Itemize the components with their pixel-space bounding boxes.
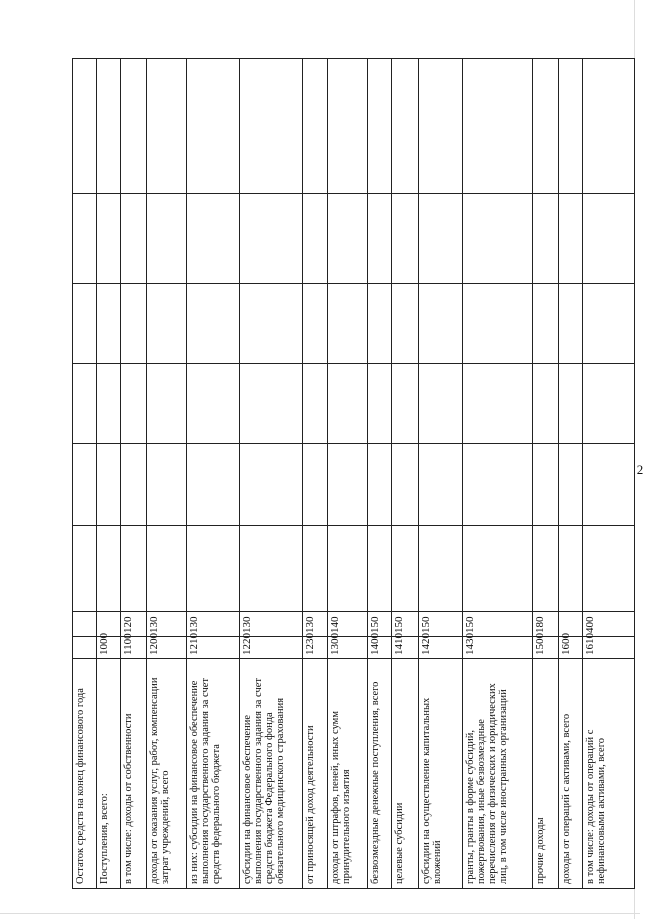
row-code-cell: 1610	[583, 637, 635, 659]
budget-code-cell: 150	[418, 612, 462, 637]
value-cell	[73, 444, 97, 526]
row-label-cell: доходы от операций с активами, всего	[559, 659, 583, 889]
row-label-cell: Остаток средств на конец финансового года	[73, 659, 97, 889]
value-cell	[532, 526, 558, 612]
row-code-cell: 1420	[418, 637, 462, 659]
table-row	[327, 59, 368, 889]
value-cell	[73, 364, 97, 444]
value-cell	[368, 444, 392, 526]
value-cell	[583, 444, 635, 526]
row-label-cell: субсидии на финансовое обеспечение выполнения государственного задания за счет средств бюджета Федерального фонда обязательного медицинского страхования	[239, 659, 303, 889]
value-cell	[239, 284, 303, 364]
row-label-cell: из них: субсидии на финансовое обеспечение выполнения государственного задания за счет средств федерального бюджета	[187, 659, 240, 889]
value-cell	[327, 364, 368, 444]
budget-code-cell: 400	[583, 612, 635, 637]
value-cell	[368, 284, 392, 364]
value-cell	[392, 194, 418, 284]
table-row	[73, 59, 97, 889]
value-cell	[559, 194, 583, 284]
value-cell	[532, 444, 558, 526]
value-cell	[368, 194, 392, 284]
value-cell	[559, 526, 583, 612]
value-cell	[73, 526, 97, 612]
value-cell	[121, 364, 146, 444]
budget-code-cell: 130	[146, 612, 187, 637]
value-cell	[121, 284, 146, 364]
value-cell	[303, 526, 327, 612]
value-cell	[187, 284, 240, 364]
value-cell	[187, 59, 240, 194]
value-cell	[146, 284, 187, 364]
value-cell	[583, 284, 635, 364]
value-cell	[583, 59, 635, 194]
value-cell	[368, 526, 392, 612]
row-label-cell: Поступления, всего:	[97, 659, 121, 889]
table-row	[303, 59, 327, 889]
value-cell	[239, 194, 303, 284]
table-row	[583, 59, 635, 889]
value-cell	[239, 444, 303, 526]
value-cell	[97, 526, 121, 612]
value-cell	[392, 364, 418, 444]
budget-code-cell: 150	[368, 612, 392, 637]
value-cell	[462, 284, 532, 364]
value-cell	[462, 59, 532, 194]
value-cell	[187, 364, 240, 444]
budget-code-cell: 180	[532, 612, 558, 637]
row-label-cell: целевые субсидии	[392, 659, 418, 889]
value-cell	[327, 444, 368, 526]
row-code-cell: 1600	[559, 637, 583, 659]
row-label-cell: в том числе: доходы от собственности	[121, 659, 146, 889]
value-cell	[97, 284, 121, 364]
value-cell	[327, 526, 368, 612]
page-edge-line	[0, 913, 640, 914]
table-row	[418, 59, 462, 889]
value-cell	[532, 364, 558, 444]
value-cell	[532, 59, 558, 194]
row-code-cell: 1300	[327, 637, 368, 659]
row-code-cell: 1210	[187, 637, 240, 659]
row-code-cell: 1500	[532, 637, 558, 659]
value-cell	[462, 444, 532, 526]
value-cell	[239, 364, 303, 444]
row-label-cell: доходы от оказания услуг, работ, компенсации затрат учреждений, всего	[146, 659, 187, 889]
table-row	[97, 59, 121, 889]
table-row	[121, 59, 146, 889]
budget-code-cell: 150	[462, 612, 532, 637]
row-label-cell: доходы от штрафов, пеней, иных сумм принудительного изъятия	[327, 659, 368, 889]
value-cell	[418, 364, 462, 444]
row-code-cell: 1230	[303, 637, 327, 659]
value-cell	[559, 444, 583, 526]
row-code-cell: 1100	[121, 637, 146, 659]
value-cell	[239, 526, 303, 612]
value-cell	[327, 194, 368, 284]
budget-code-cell: 140	[327, 612, 368, 637]
value-cell	[392, 59, 418, 194]
value-cell	[327, 59, 368, 194]
budget-code-cell: 130	[187, 612, 240, 637]
value-cell	[392, 444, 418, 526]
value-cell	[239, 59, 303, 194]
row-label-cell: от приносящей доход деятельности	[303, 659, 327, 889]
value-cell	[303, 284, 327, 364]
value-cell	[368, 59, 392, 194]
row-code-cell: 1200	[146, 637, 187, 659]
value-cell	[532, 194, 558, 284]
value-cell	[303, 59, 327, 194]
row-code-cell: 1430	[462, 637, 532, 659]
value-cell	[146, 444, 187, 526]
value-cell	[73, 59, 97, 194]
value-cell	[187, 194, 240, 284]
value-cell	[97, 444, 121, 526]
row-code-cell: 1000	[97, 637, 121, 659]
value-cell	[187, 526, 240, 612]
value-cell	[121, 194, 146, 284]
value-cell	[462, 364, 532, 444]
rotated-table-container	[72, 59, 635, 889]
page-number: 2	[636, 462, 644, 477]
table-row	[187, 59, 240, 889]
value-cell	[97, 364, 121, 444]
value-cell	[187, 444, 240, 526]
value-cell	[327, 284, 368, 364]
table-row	[532, 59, 558, 889]
row-label-cell: прочие доходы	[532, 659, 558, 889]
value-cell	[392, 284, 418, 364]
value-cell	[368, 364, 392, 444]
table-row	[559, 59, 583, 889]
table-row	[368, 59, 392, 889]
value-cell	[418, 194, 462, 284]
value-cell	[303, 444, 327, 526]
budget-code-cell: 150	[392, 612, 418, 637]
value-cell	[418, 59, 462, 194]
row-code-cell	[73, 637, 97, 659]
value-cell	[532, 284, 558, 364]
value-cell	[303, 364, 327, 444]
table-row	[146, 59, 187, 889]
value-cell	[559, 364, 583, 444]
value-cell	[462, 526, 532, 612]
row-label-cell: гранты, гранты в форме субсидий, пожертвования, иные безвозмездные перечисления от физических и юридических лиц, в том числе иностранных организаций	[462, 659, 532, 889]
value-cell	[583, 526, 635, 612]
value-cell	[73, 284, 97, 364]
value-cell	[73, 194, 97, 284]
row-label-cell: в том числе: доходы от операций с нефинансовыми активами, всего	[583, 659, 635, 889]
value-cell	[418, 284, 462, 364]
value-cell	[418, 444, 462, 526]
value-cell	[559, 284, 583, 364]
row-code-cell: 1220	[239, 637, 303, 659]
value-cell	[583, 364, 635, 444]
row-label-cell: безвозмездные денежные поступления, всего	[368, 659, 392, 889]
table-row	[462, 59, 532, 889]
value-cell	[303, 194, 327, 284]
table-row	[239, 59, 303, 889]
row-code-cell: 1400	[368, 637, 392, 659]
row-code-cell: 1410	[392, 637, 418, 659]
value-cell	[559, 59, 583, 194]
value-cell	[121, 444, 146, 526]
value-cell	[97, 194, 121, 284]
value-cell	[121, 59, 146, 194]
budget-code-cell: 130	[239, 612, 303, 637]
budget-code-cell	[73, 612, 97, 637]
value-cell	[146, 364, 187, 444]
value-cell	[418, 526, 462, 612]
value-cell	[97, 59, 121, 194]
financial-plan-table	[72, 58, 635, 889]
budget-code-cell: 130	[303, 612, 327, 637]
value-cell	[583, 194, 635, 284]
table-row	[392, 59, 418, 889]
value-cell	[146, 194, 187, 284]
budget-code-cell: 120	[121, 612, 146, 637]
value-cell	[121, 526, 146, 612]
row-label-cell: субсидии на осуществление капитальных вложений	[418, 659, 462, 889]
value-cell	[146, 526, 187, 612]
value-cell	[462, 194, 532, 284]
value-cell	[392, 526, 418, 612]
value-cell	[146, 59, 187, 194]
